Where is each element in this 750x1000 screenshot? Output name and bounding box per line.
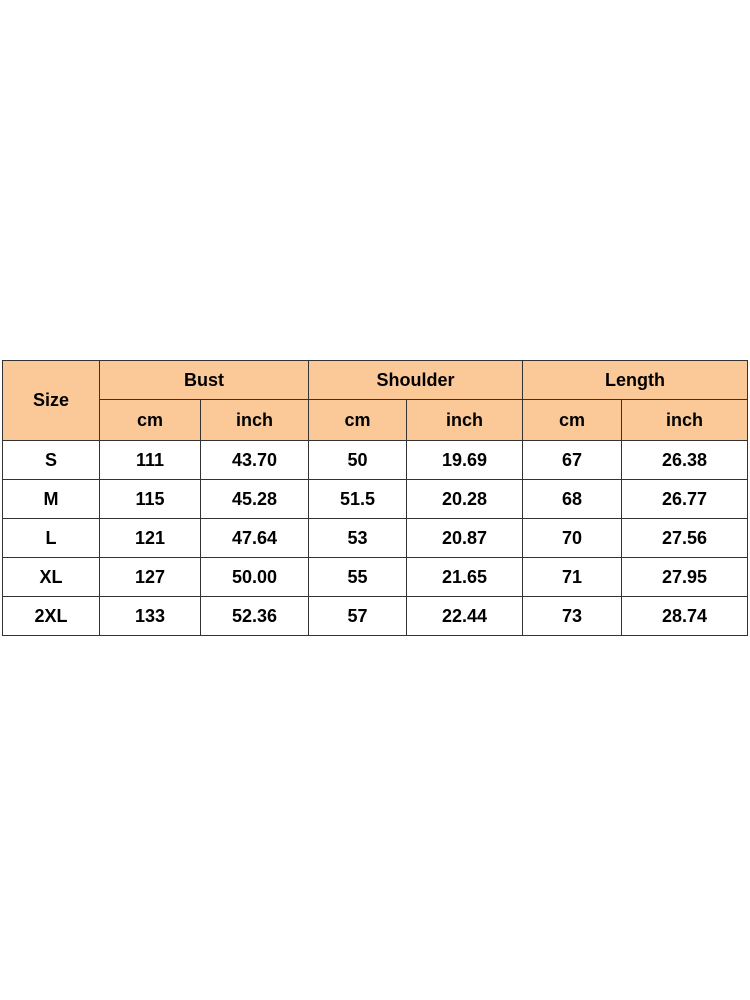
table-cell: 19.69: [407, 441, 523, 480]
size-cell: 2XL: [3, 597, 100, 636]
table-cell: 133: [100, 597, 201, 636]
table-row: [3, 480, 748, 519]
size-cell: S: [3, 441, 100, 480]
table-cell: 115: [100, 480, 201, 519]
table-cell: 51.5: [309, 480, 407, 519]
shoulder-header: Shoulder: [309, 361, 523, 400]
table-cell: 22.44: [407, 597, 523, 636]
table-cell: 73: [523, 597, 622, 636]
table-cell: 27.56: [622, 519, 748, 558]
table-cell: 68: [523, 480, 622, 519]
size-chart-table: [2, 360, 748, 636]
table-cell: 43.70: [201, 441, 309, 480]
size-cell: M: [3, 480, 100, 519]
table-cell: 57: [309, 597, 407, 636]
size-cell: L: [3, 519, 100, 558]
unit-header: cm: [309, 400, 407, 441]
unit-header: cm: [523, 400, 622, 441]
table-cell: 53: [309, 519, 407, 558]
length-header: Length: [523, 361, 748, 400]
table-cell: 67: [523, 441, 622, 480]
table-row: [3, 519, 748, 558]
table-cell: 28.74: [622, 597, 748, 636]
table-cell: 111: [100, 441, 201, 480]
table-cell: 26.38: [622, 441, 748, 480]
group-header-row: [3, 361, 748, 400]
table-cell: 26.77: [622, 480, 748, 519]
size-cell: XL: [3, 558, 100, 597]
table-cell: 71: [523, 558, 622, 597]
table-cell: 121: [100, 519, 201, 558]
bust-header: Bust: [100, 361, 309, 400]
table-cell: 50.00: [201, 558, 309, 597]
table-cell: 21.65: [407, 558, 523, 597]
table-cell: 70: [523, 519, 622, 558]
unit-header-row: [3, 400, 748, 441]
table-cell: 127: [100, 558, 201, 597]
table-cell: 50: [309, 441, 407, 480]
table-cell: 55: [309, 558, 407, 597]
unit-header: cm: [100, 400, 201, 441]
table-row: [3, 558, 748, 597]
table-cell: 45.28: [201, 480, 309, 519]
table-row: [3, 597, 748, 636]
table-cell: 52.36: [201, 597, 309, 636]
table-cell: 27.95: [622, 558, 748, 597]
table-cell: 47.64: [201, 519, 309, 558]
table-row: [3, 441, 748, 480]
unit-header: inch: [622, 400, 748, 441]
unit-header: inch: [407, 400, 523, 441]
size-header: Size: [3, 361, 100, 441]
table-cell: 20.28: [407, 480, 523, 519]
table-cell: 20.87: [407, 519, 523, 558]
unit-header: inch: [201, 400, 309, 441]
